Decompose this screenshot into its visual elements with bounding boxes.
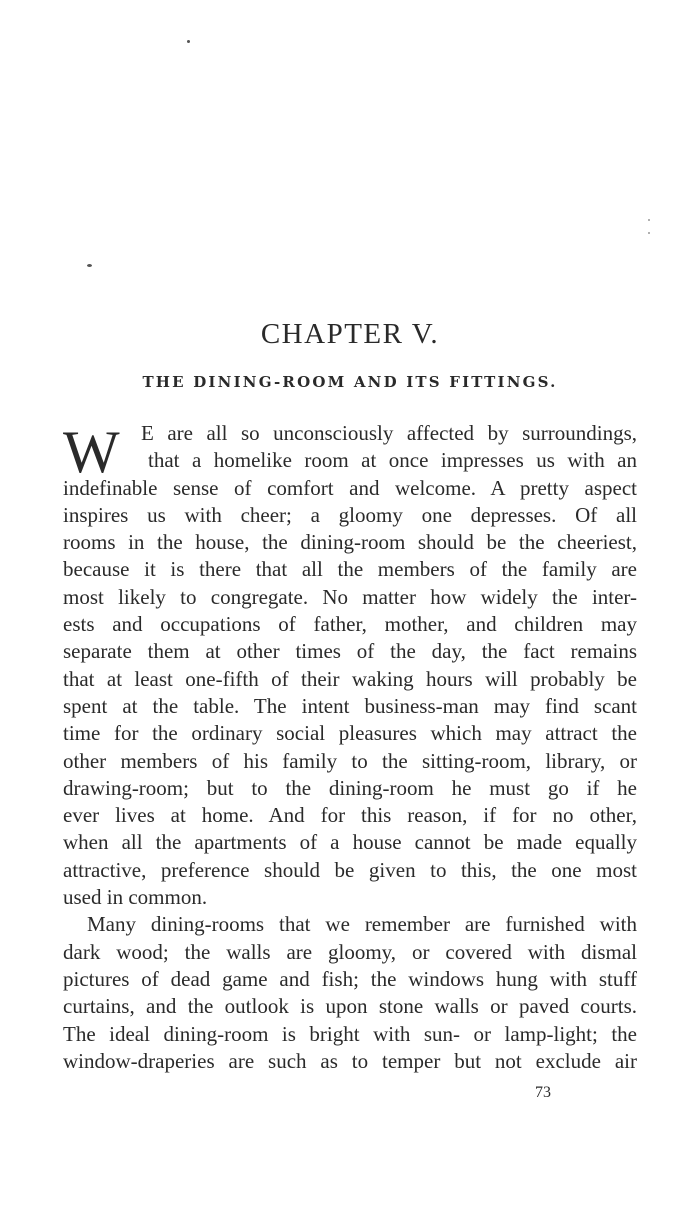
text-line: ever lives at home. And for this reason, if for no other, <box>63 803 637 828</box>
text-line: pictures of dead game and fish; the windows hung with stuff <box>63 966 637 991</box>
chapter-heading: CHAPTER V. <box>260 318 440 350</box>
text-line: spent at the table. The intent business-man may find scant <box>63 693 637 718</box>
text-line: inspires us with cheer; a gloomy one depresses. Of all <box>63 502 637 527</box>
page-number: 73 <box>535 1084 551 1101</box>
text-line: dark wood; the walls are gloomy, or covered with dismal <box>63 939 637 964</box>
text-line: indefinable sense of comfort and welcome. A pretty aspect <box>63 475 637 500</box>
ink-speck <box>87 264 92 267</box>
text-line: attractive, preference should be given to this, the one most <box>63 857 637 882</box>
text-line: E are all so unconsciously affected by surroundings, <box>141 421 637 445</box>
text-line: curtains, and the outlook is upon stone walls or paved courts. <box>63 994 637 1019</box>
text-line: when all the apartments of a house cannot be made equally <box>63 830 637 855</box>
text-line: ests and occupations of father, mother, and children may <box>63 612 637 637</box>
ink-speck <box>648 219 650 221</box>
text-line: other members of his family to the sitting-room, library, or <box>63 748 637 773</box>
text-line: most likely to congregate. No matter how widely the inter- <box>63 584 637 609</box>
text-line: time for the ordinary social pleasures which may attract the <box>63 721 637 746</box>
text-line: Many dining-rooms that we remember are furnished with <box>87 912 637 937</box>
text-line: that at least one-fifth of their waking hours will probably be <box>63 666 637 691</box>
chapter-title: THE DINING-ROOM AND ITS FITTINGS. <box>142 373 558 391</box>
drop-cap: W <box>63 419 120 485</box>
body-text <box>63 420 637 1075</box>
text-line: used in common. <box>63 885 208 910</box>
text-line: window-draperies are such as to temper but not exclude air <box>63 1048 637 1073</box>
ink-speck <box>187 40 190 43</box>
text-line: separate them at other times of the day, the fact remains <box>63 639 637 664</box>
text-line: rooms in the house, the dining-room should be the cheeriest, <box>63 530 637 555</box>
text-line: because it is there that all the members of the family are <box>63 557 637 582</box>
ink-speck <box>648 232 650 234</box>
text-line: drawing-room; but to the dining-room he must go if he <box>63 775 637 800</box>
text-line: that a homelike room at once impresses us with an <box>148 448 637 473</box>
text-line: The ideal dining-room is bright with sun- or lamp-light; the <box>63 1021 637 1046</box>
